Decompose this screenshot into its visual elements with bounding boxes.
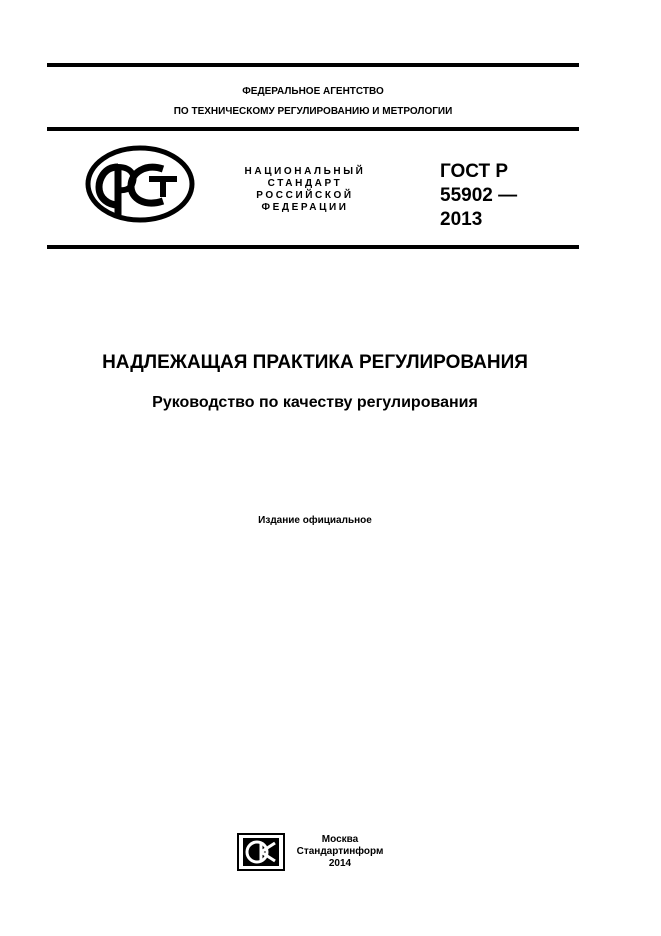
header-rule: [47, 127, 579, 131]
standartinform-logo-icon: [237, 833, 285, 871]
publisher-info: [290, 834, 390, 870]
document-subtitle: Руководство по качеству регулирования: [152, 394, 478, 411]
document-title: НАДЛЕЖАЩАЯ ПРАКТИКА РЕГУЛИРОВАНИЯ: [102, 352, 528, 373]
standard-type: [226, 166, 384, 214]
agency-line-2: ПО ТЕХНИЧЕСКОМУ РЕГУЛИРОВАНИЮ И МЕТРОЛОГИИ: [173, 106, 453, 117]
agency-header: [47, 82, 579, 122]
publisher-year: 2014: [328, 858, 352, 869]
standard-type-line-1: НАЦИОНАЛЬНЫЙ: [244, 166, 366, 177]
designation-line-3: 2013: [440, 209, 483, 230]
standard-type-line-3: РОССИЙСКОЙ: [256, 190, 354, 201]
designation-line-2: 55902 —: [440, 185, 518, 206]
agency-line-1: ФЕДЕРАЛЬНОЕ АГЕНТСТВО: [242, 86, 384, 97]
designation-line-1: ГОСТ Р: [440, 161, 509, 182]
rst-certification-logo-icon: [85, 145, 195, 223]
publisher-name: Стандартинформ: [296, 846, 384, 857]
standard-type-line-4: ФЕДЕРАЦИИ: [261, 202, 349, 213]
standard-designation: [440, 160, 570, 232]
top-rule: [47, 63, 579, 67]
bottom-rule: [47, 245, 579, 249]
standard-type-line-2: СТАНДАРТ: [267, 178, 343, 189]
publisher-city: Москва: [321, 834, 359, 845]
edition-note: Издание официальное: [258, 515, 372, 526]
